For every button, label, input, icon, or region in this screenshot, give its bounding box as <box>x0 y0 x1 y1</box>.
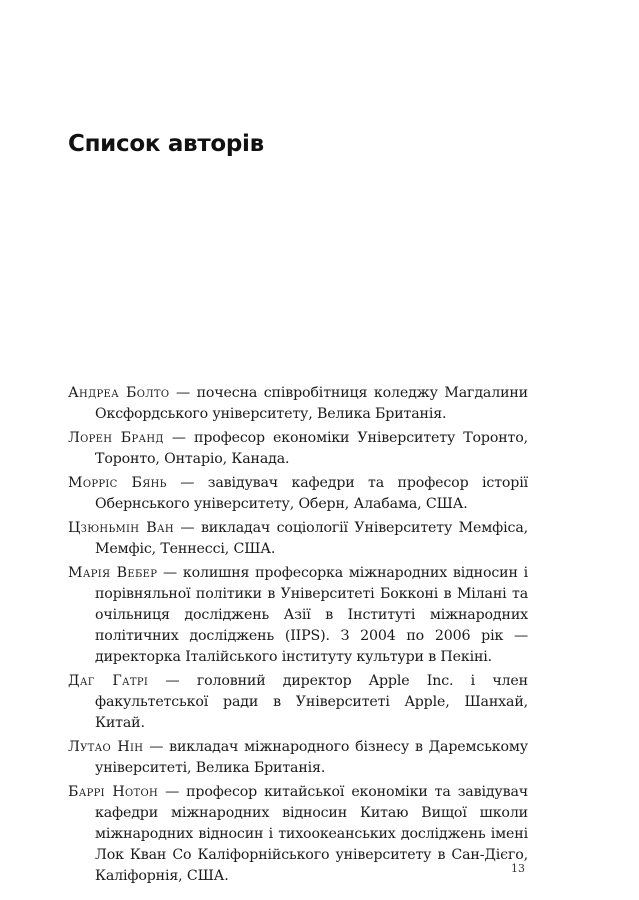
author-entry <box>68 383 528 425</box>
author-bio: викладач міжнародного бізнесу в Даремському університеті, Велика Британія. <box>95 739 528 776</box>
author-name: Андреа Болто <box>68 385 170 401</box>
dash: — <box>163 430 195 446</box>
author-bio: викладач соціології Університету Мемфіса, Мемфіс, Теннессі, США. <box>95 520 528 557</box>
author-bio: завідувач кафедри та професор історії Обернського університету, Оберн, Алабама, США. <box>95 475 528 512</box>
dash: — <box>169 385 197 401</box>
author-bio: почесна співробітниця коледжу Магдалини Оксфордського університету, Велика Британія. <box>95 385 528 422</box>
author-name: Марія Вебер <box>68 565 158 581</box>
author-bio: головний директор Apple Inc. і член факультетської ради в Університеті Apple, Шанхай, Китай. <box>95 673 528 731</box>
dash: — <box>173 520 201 536</box>
author-entry <box>68 737 528 779</box>
page-number: 13 <box>511 862 525 875</box>
dash: — <box>157 565 183 581</box>
dash: — <box>148 673 197 689</box>
author-name: Лутао Нін <box>68 739 144 755</box>
author-entry <box>68 671 528 734</box>
author-bio: професор економіки Університету Торонто, Торонто, Онтаріо, Канада. <box>95 430 528 467</box>
author-entry <box>68 563 528 668</box>
author-entry <box>68 782 528 887</box>
author-name: Баррі Нотон <box>68 784 159 800</box>
page-title: Список авторів <box>68 131 264 157</box>
author-entry <box>68 518 528 560</box>
dash: — <box>143 739 170 755</box>
author-name: Цзюньмін Ван <box>68 520 174 536</box>
author-list <box>68 383 528 890</box>
author-entry <box>68 428 528 470</box>
dash: — <box>166 475 208 491</box>
author-bio: колишня професорка міжнародних відносин і порівняльної політики в Університеті Бокконі в Мілані та очільниця досліджень Азії в Інституті міжнародних політичних досліджень (IIPS). З 2004 по 2006 рік — директорка Італійського інституту культури в Пекіні. <box>95 565 528 665</box>
author-name: Даг Гатрі <box>68 673 149 689</box>
author-entry <box>68 473 528 515</box>
author-name: Морріс Бянь <box>68 475 167 491</box>
dash: — <box>158 784 187 800</box>
author-name: Лорен Бранд <box>68 430 164 446</box>
author-bio: професор китайської економіки та завідувач кафедри міжнародних відносин Китаю Вищої школи міжнародних відносин і тихоокеанських досліджень імені Лок Кван Со Каліфорнійського університету в Сан-Дієго, Каліфорнія, США. <box>95 784 528 884</box>
